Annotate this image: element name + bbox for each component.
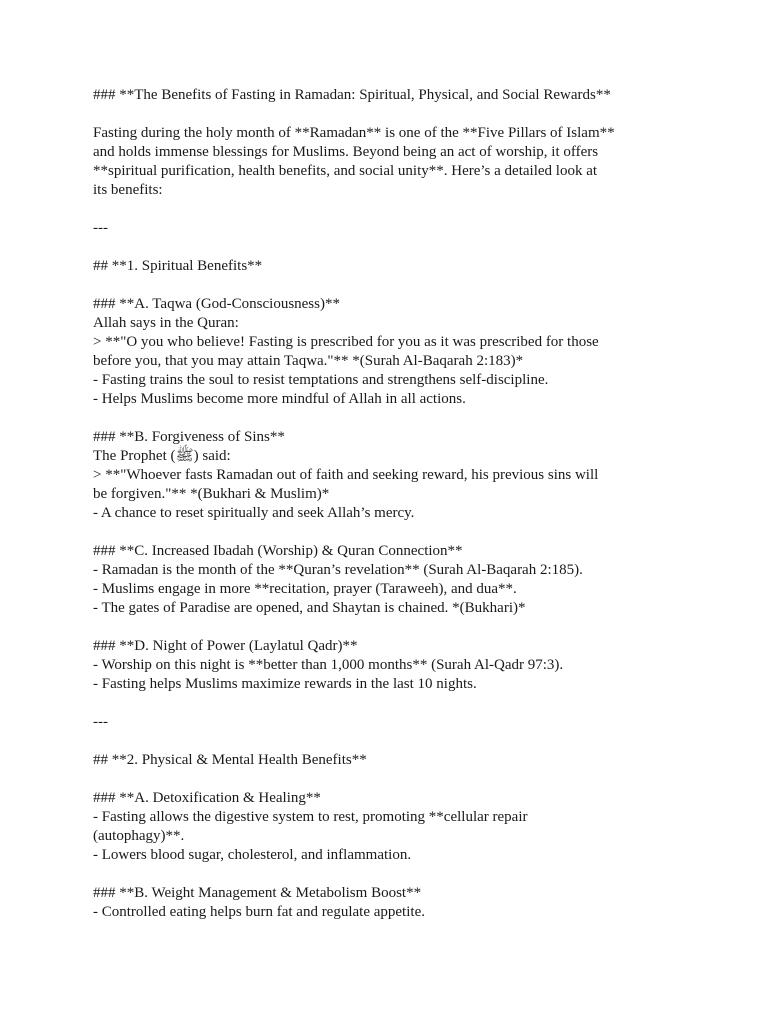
text-line: ### **A. Taqwa (God-Consciousness)** (93, 296, 340, 312)
blank-line (93, 618, 733, 637)
text-line: - Muslims engage in more **recitation, prayer (Taraweeh), and dua**. (93, 581, 517, 597)
text-line: - Fasting allows the digestive system to rest, promoting **cellular repair (93, 809, 528, 825)
text-line: - Lowers blood sugar, cholesterol, and inflammation. (93, 847, 412, 863)
document-body (93, 86, 733, 922)
text-line: > **"Whoever fasts Ramadan out of faith and seeking reward, his previous sins will (93, 467, 599, 483)
text-line: - Worship on this night is **better than 1,000 months** (Surah Al-Qadr 97:3). (93, 657, 564, 673)
text-line: - A chance to reset spiritually and seek Allah’s mercy. (93, 505, 415, 521)
text-line: ### **A. Detoxification & Healing** (93, 790, 321, 806)
text-line: ### **B. Forgiveness of Sins** (93, 429, 285, 445)
text-line: - Controlled eating helps burn fat and regulate appetite. (93, 904, 425, 920)
blank-line (93, 105, 733, 124)
text-line: --- (93, 220, 108, 236)
text-line: ## **2. Physical & Mental Health Benefits** (93, 752, 367, 768)
blank-line (93, 770, 733, 789)
text-line: ### **The Benefits of Fasting in Ramadan: Spiritual, Physical, and Social Rewards** (93, 87, 611, 103)
text-line: - Helps Muslims become more mindful of Allah in all actions. (93, 391, 466, 407)
text-line: The Prophet (ﷺ) said: (93, 448, 231, 464)
text-line: - Fasting helps Muslims maximize rewards in the last 10 nights. (93, 676, 477, 692)
text-line: --- (93, 714, 108, 730)
text-line: its benefits: (93, 182, 163, 198)
text-line: - The gates of Paradise are opened, and Shaytan is chained. *(Bukhari)* (93, 600, 526, 616)
text-line: - Fasting trains the soul to resist temptations and strengthens self-discipline. (93, 372, 549, 388)
text-line: ### **D. Night of Power (Laylatul Qadr)** (93, 638, 358, 654)
blank-line (93, 200, 733, 219)
text-line: Allah says in the Quran: (93, 315, 239, 331)
blank-line (93, 276, 733, 295)
text-line: - Ramadan is the month of the **Quran’s revelation** (Surah Al-Baqarah 2:185). (93, 562, 583, 578)
text-line: ### **B. Weight Management & Metabolism Boost** (93, 885, 422, 901)
text-line: be forgiven."** *(Bukhari & Muslim)* (93, 486, 330, 502)
blank-line (93, 694, 733, 713)
text-line: Fasting during the holy month of **Ramadan** is one of the **Five Pillars of Islam** (93, 125, 615, 141)
text-line: **spiritual purification, health benefits, and social unity**. Here’s a detailed look at (93, 163, 598, 179)
text-line: before you, that you may attain Taqwa."** *(Surah Al-Baqarah 2:183)* (93, 353, 524, 369)
blank-line (93, 523, 733, 542)
blank-line (93, 865, 733, 884)
text-line: ## **1. Spiritual Benefits** (93, 258, 263, 274)
text-line: and holds immense blessings for Muslims. Beyond being an act of worship, it offers (93, 144, 599, 160)
text-line: ### **C. Increased Ibadah (Worship) & Quran Connection** (93, 543, 463, 559)
blank-line (93, 732, 733, 751)
blank-line (93, 409, 733, 428)
text-line: > **"O you who believe! Fasting is prescribed for you as it was prescribed for those (93, 334, 599, 350)
blank-line (93, 238, 733, 257)
text-line: (autophagy)**. (93, 828, 185, 844)
